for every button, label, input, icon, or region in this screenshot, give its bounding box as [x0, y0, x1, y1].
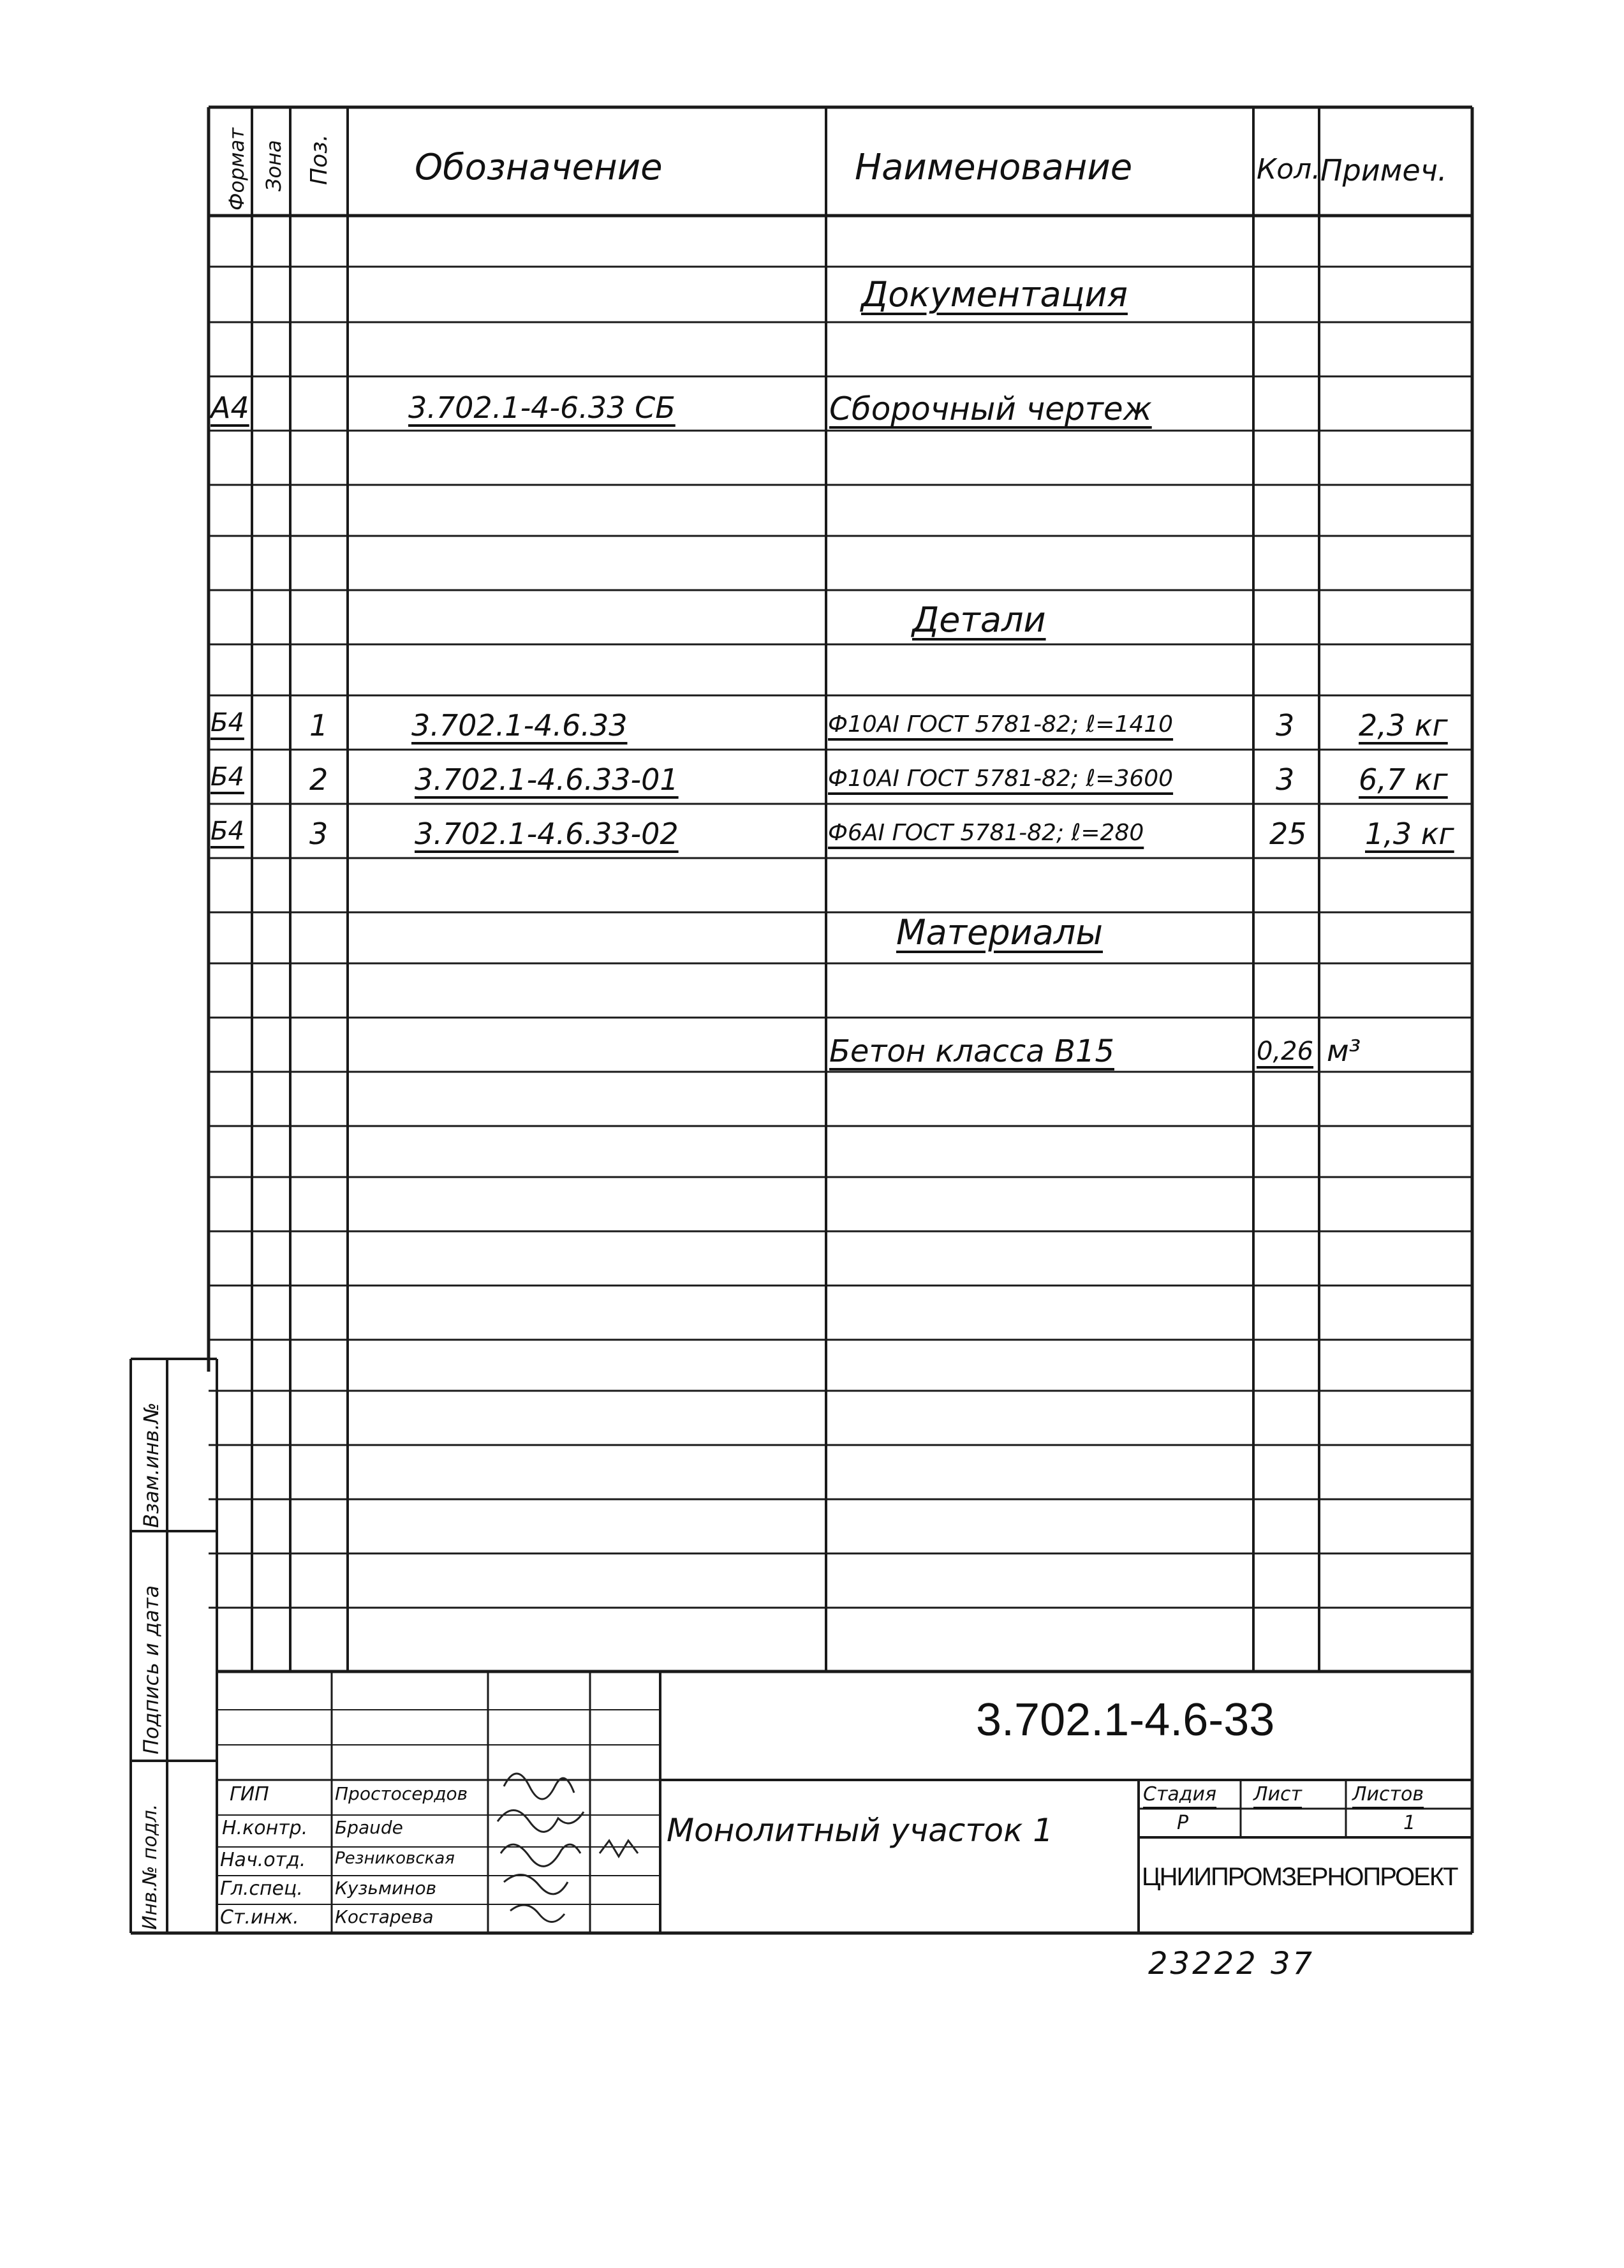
sheets-label: Листов [1352, 1783, 1424, 1805]
doc-row-designation: 3.702.1-4-6.33 СБ [408, 390, 675, 425]
col-note-header: Примеч. [1320, 153, 1447, 188]
section-documentation: Документация [861, 274, 1128, 315]
signer-role: ГИП [230, 1783, 269, 1805]
signer-name: Кузьминов [335, 1878, 437, 1899]
signer-role: Нач.отд. [220, 1849, 306, 1871]
signer-name: Костарева [335, 1906, 434, 1927]
detail-format: Б4 [210, 762, 244, 792]
detail-qty: 25 [1269, 817, 1307, 851]
col-qty-header: Кол. [1257, 153, 1321, 186]
stage-label: Стадия [1143, 1783, 1217, 1805]
detail-note: 6,7 кг [1359, 762, 1448, 797]
organization-name: ЦНИИПРОМЗЕРНОПРОЕКТ [1142, 1863, 1458, 1891]
signer-name: Резниковская [335, 1849, 455, 1868]
doc-code: 3.702.1-4.6-33 [976, 1694, 1275, 1745]
detail-note: 1,3 кг [1365, 817, 1454, 851]
detail-pos: 1 [309, 708, 328, 743]
doc-row-name: Сборочный чертеж [829, 390, 1152, 427]
detail-format: Б4 [210, 817, 244, 846]
sheet-label: Лист [1253, 1783, 1303, 1805]
col-pos-header: Поз. [306, 134, 332, 185]
sheets-value: 1 [1403, 1812, 1416, 1834]
detail-qty: 3 [1276, 708, 1295, 743]
section-materials: Материалы [896, 912, 1103, 952]
col-format-header: Формат [225, 128, 249, 211]
side-stamp-replace-inv: Взам.инв.№ [139, 1402, 163, 1528]
detail-pos: 2 [309, 762, 328, 797]
col-name-header: Наименование [855, 147, 1133, 188]
detail-note: 2,3 кг [1359, 708, 1448, 743]
drawing-title: Монолитный участок 1 [667, 1812, 1054, 1849]
detail-pos: 3 [309, 817, 328, 851]
detail-name: Ф10АI ГОСТ 5781-82; ℓ=3600 [828, 766, 1174, 792]
signer-name: Браude [335, 1817, 403, 1838]
signer-role: Н.контр. [222, 1817, 308, 1839]
material-name: Бетон класса В15 [829, 1034, 1114, 1069]
detail-qty: 3 [1276, 762, 1295, 797]
detail-format: Б4 [210, 708, 244, 737]
side-stamp-sign-date: Подпись и дата [139, 1585, 163, 1754]
detail-name: Ф10АI ГОСТ 5781-82; ℓ=1410 [828, 711, 1174, 737]
stage-value: Р [1177, 1812, 1189, 1834]
doc-row-format: А4 [210, 390, 249, 425]
section-details: Детали [912, 600, 1046, 640]
detail-designation: 3.702.1-4.6.33-02 [415, 817, 679, 851]
material-note: м³ [1327, 1034, 1361, 1068]
side-stamp-inv-no: Инв.№ подл. [139, 1804, 161, 1930]
material-qty: 0,26 [1257, 1037, 1314, 1066]
signer-role: Ст.инж. [220, 1906, 299, 1929]
detail-designation: 3.702.1-4.6.33-01 [415, 762, 679, 797]
col-zone-header: Зона [262, 140, 286, 191]
footer-number: 23222 37 [1148, 1946, 1315, 1982]
signer-role: Гл.спец. [220, 1878, 303, 1900]
signer-name: Простосердов [335, 1783, 468, 1804]
col-designation-header: Обозначение [415, 147, 663, 188]
detail-name: Ф6АI ГОСТ 5781-82; ℓ=280 [828, 820, 1144, 846]
detail-designation: 3.702.1-4.6.33 [411, 708, 628, 743]
